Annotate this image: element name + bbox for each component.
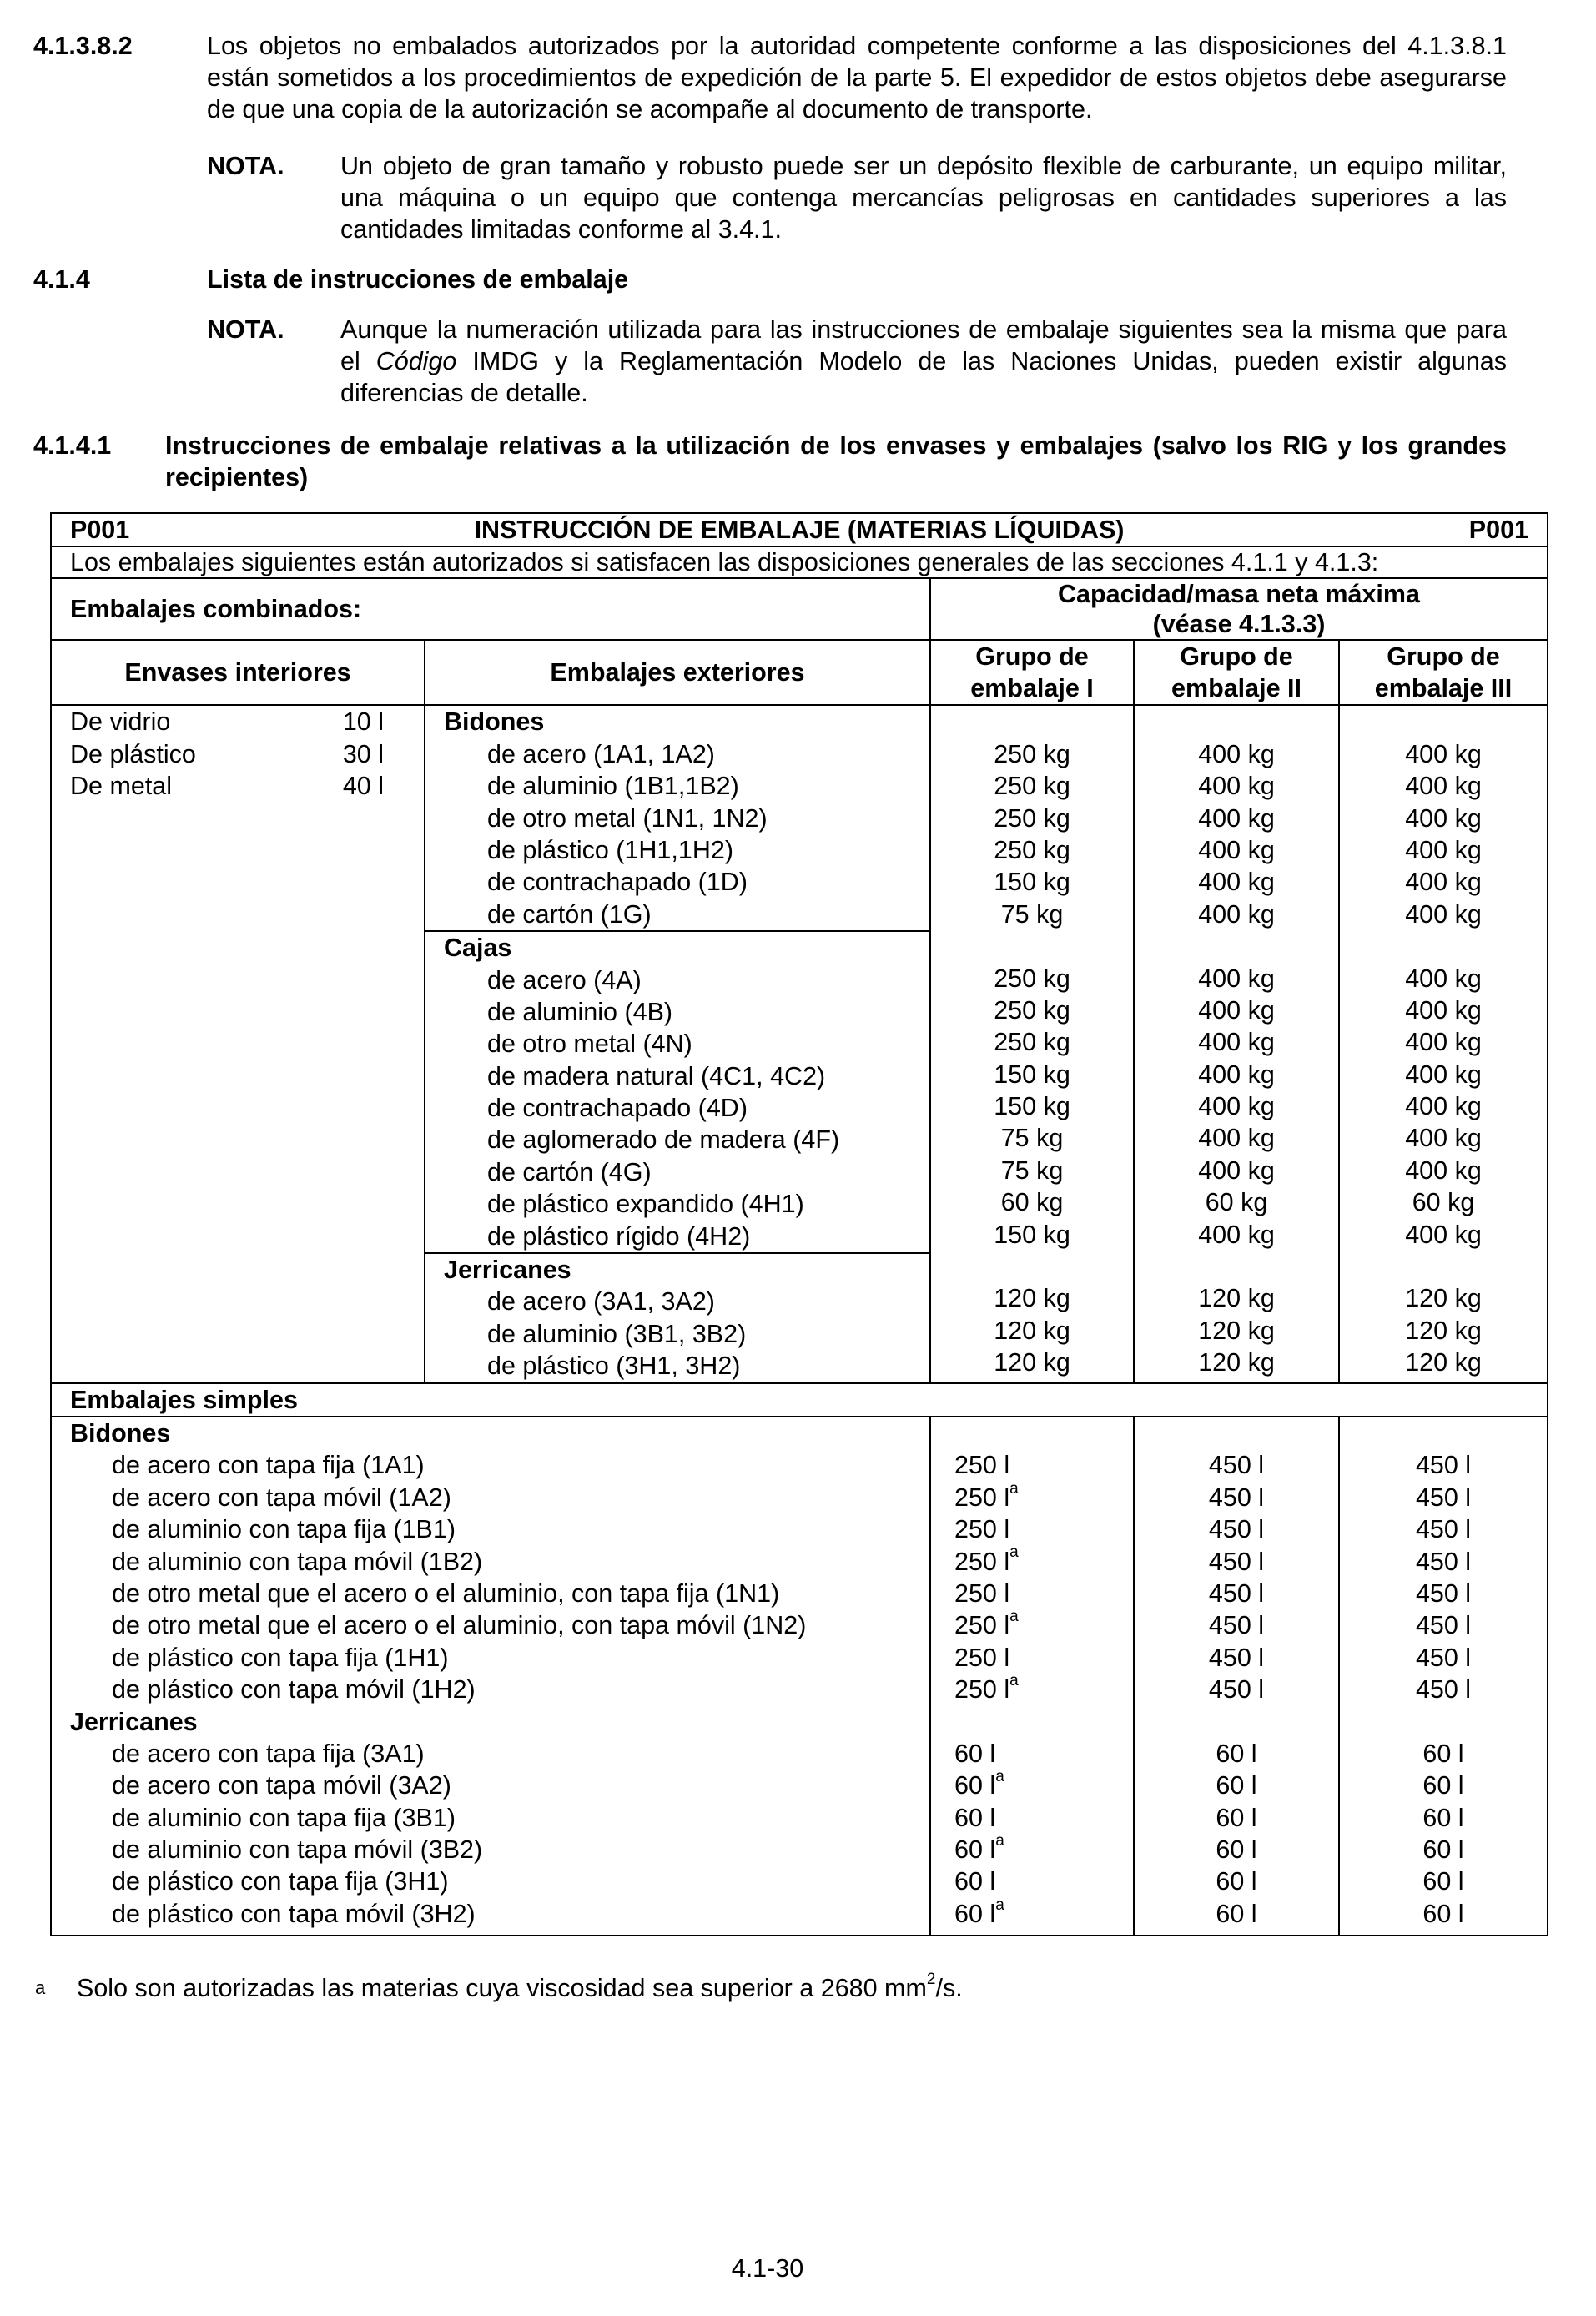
single-pg1-amount: 60 l	[954, 1899, 996, 1928]
blank-line	[1135, 706, 1338, 738]
blank-line	[931, 930, 1133, 962]
pg1-value: 150 kg	[994, 1060, 1070, 1089]
inner-packaging-row	[70, 770, 424, 802]
single-pg3-value: 60 l	[1422, 1899, 1464, 1928]
single-pg1-amount: 250 l	[954, 1483, 1010, 1512]
outer-packaging-item: de aglomerado de madera (4F)	[487, 1125, 840, 1155]
single-pg3-value: 60 l	[1422, 1771, 1464, 1800]
footnote-ref: a	[995, 1768, 1004, 1786]
capacity-header: Capacidad/masa neta máxima	[1058, 580, 1420, 609]
single-category: Jerricanes	[70, 1707, 198, 1736]
pg1-value: 150 kg	[994, 868, 1070, 897]
blank-line	[1340, 1706, 1547, 1738]
section-4141-title: Instrucciones de embalaje relativas a la utilización de los envases y embalajes (salvo los RIG y los grandes recipientes)	[165, 431, 1507, 491]
single-packaging-item: de aluminio con tapa fija (1B1)	[112, 1515, 456, 1544]
single-pg3-value: 450 l	[1415, 1515, 1472, 1544]
note-label: NOTA.	[207, 152, 284, 180]
blank-line	[1340, 1417, 1547, 1449]
pg2-value: 400 kg	[1198, 868, 1275, 897]
single-pg1-value	[954, 1671, 1133, 1705]
note-label-2: NOTA.	[207, 315, 284, 344]
blank-line	[931, 706, 1133, 738]
single-pg1-amount: 250 l	[954, 1515, 1010, 1544]
col-inner-header: Envases interiores	[124, 658, 351, 687]
pg1-header-2: embalaje I	[970, 674, 1094, 703]
single-pg1-amount: 60 l	[954, 1739, 996, 1768]
table-title: INSTRUCCIÓN DE EMBALAJE (MATERIAS LÍQUIDAS)	[474, 516, 1125, 544]
pg1-value: 75 kg	[1000, 1155, 1064, 1185]
single-packaging-item: de plástico con tapa fija (3H1)	[112, 1867, 449, 1896]
pg3-value: 400 kg	[1405, 772, 1482, 801]
pg3-values	[1339, 705, 1548, 1382]
single-pg1-amount: 250 l	[954, 1578, 1010, 1608]
single-pg1-value	[954, 1513, 1133, 1545]
pg1-value: 250 kg	[994, 835, 1070, 864]
single-pg2-value: 450 l	[1208, 1675, 1265, 1704]
pg3-value: 400 kg	[1405, 803, 1482, 833]
pg2-value: 400 kg	[1198, 1028, 1275, 1057]
inner-packaging-capacity: 10 l	[342, 707, 384, 737]
outer-packagings-cell	[425, 705, 930, 1382]
single-packaging-item: de acero con tapa móvil (1A2)	[112, 1483, 451, 1512]
pg2-value: 400 kg	[1198, 1220, 1275, 1249]
single-pg1-value	[954, 1642, 1133, 1674]
single-pg3-value: 450 l	[1415, 1483, 1472, 1512]
pg1-value: 60 kg	[1000, 1188, 1064, 1217]
single-pg2-value: 60 l	[1216, 1835, 1257, 1865]
single-pg1-amount: 60 l	[954, 1771, 996, 1800]
single-packaging-item: de aluminio con tapa móvil (1B2)	[112, 1547, 483, 1576]
pg2-value: 400 kg	[1198, 835, 1275, 864]
pg2-header: Grupo de	[1180, 642, 1293, 672]
single-pg2-value: 450 l	[1208, 1483, 1265, 1512]
single-pg3-value: 450 l	[1415, 1451, 1472, 1480]
single-pg2-value: 450 l	[1208, 1643, 1265, 1672]
pg1-value: 150 kg	[994, 1220, 1070, 1249]
single-pg2-value: 60 l	[1216, 1739, 1257, 1768]
single-pg1-amount: 250 l	[954, 1611, 1010, 1640]
footnote-ref: a	[1009, 1479, 1019, 1498]
single-pg1-value	[954, 1770, 1133, 1801]
single-pg1-amount: 60 l	[954, 1803, 996, 1832]
pg3-value: 400 kg	[1405, 964, 1482, 993]
pg3-value: 400 kg	[1405, 868, 1482, 897]
single-pg1-amount: 250 l	[954, 1547, 1010, 1576]
single-packaging-item: de acero con tapa móvil (3A2)	[112, 1771, 451, 1800]
pg2-value: 400 kg	[1198, 1124, 1275, 1153]
footnote-ref: a	[995, 1831, 1004, 1850]
pg3-value: 400 kg	[1405, 835, 1482, 864]
single-packaging-item: de aluminio con tapa fija (3B1)	[112, 1803, 456, 1832]
single-category: Bidones	[70, 1419, 171, 1448]
pg1-values	[930, 705, 1134, 1382]
footnote-mark: a	[35, 1977, 46, 1998]
single-pg1-value	[954, 1898, 1133, 1930]
inner-packaging-name: De vidrio	[70, 707, 171, 737]
single-pg1-amount: 60 l	[954, 1867, 996, 1896]
pg3-value: 60 kg	[1412, 1188, 1475, 1217]
pg3-header-2: embalaje III	[1374, 674, 1513, 703]
pg2-value: 120 kg	[1198, 1284, 1275, 1313]
pg1-value: 250 kg	[994, 995, 1070, 1025]
single-packagings-cell	[51, 1417, 930, 1936]
pg1-value: 250 kg	[994, 739, 1070, 768]
single-pg3-value: 450 l	[1415, 1611, 1472, 1640]
blank-line	[954, 1706, 1133, 1738]
pg2-value: 120 kg	[1198, 1316, 1275, 1345]
single-pg1-amount: 250 l	[954, 1675, 1010, 1704]
section-number-4141: 4.1.4.1	[33, 431, 112, 460]
blank-line	[1135, 1706, 1338, 1738]
pg2-value: 400 kg	[1198, 899, 1275, 929]
pg3-value: 400 kg	[1405, 1060, 1482, 1089]
single-packaging-item: de acero con tapa fija (3A1)	[112, 1739, 425, 1768]
code-left: P001	[70, 516, 130, 544]
table-intro: Los embalajes siguientes están autorizados si satisfacen las disposiciones generales de las secciones 4.1.1 y 4.1.3:	[70, 548, 1379, 577]
single-pg3-values	[1339, 1417, 1548, 1936]
outer-category: Jerricanes	[425, 1252, 930, 1286]
pg2-value: 400 kg	[1198, 995, 1275, 1025]
footnote-ref: a	[995, 1896, 1004, 1914]
blank-line	[954, 1417, 1133, 1449]
inner-packaging-row	[70, 706, 424, 738]
single-pg2-value: 450 l	[1208, 1578, 1265, 1608]
single-pg1-value	[954, 1479, 1133, 1513]
footnote-ref: a	[1009, 1671, 1019, 1689]
single-pg1-value	[954, 1609, 1133, 1641]
pg2-value: 400 kg	[1198, 772, 1275, 801]
outer-category: Cajas	[425, 930, 930, 964]
pg3-value: 400 kg	[1405, 995, 1482, 1025]
single-pg2-values	[1134, 1417, 1339, 1936]
pg1-value: 120 kg	[994, 1284, 1070, 1313]
pg2-header-2: embalaje II	[1171, 674, 1301, 703]
single-pg2-value: 450 l	[1208, 1451, 1265, 1480]
outer-packaging-item: de plástico (1H1,1H2)	[487, 835, 733, 864]
footnote-text: Solo son autorizadas las materias cuya viscosidad sea superior a 2680 $mm^2/s$.	[77, 1970, 963, 2002]
single-packaging-item: de plástico con tapa fija (1H1)	[112, 1643, 449, 1672]
section-number-414: 4.1.4	[33, 265, 90, 294]
pg3-value: 400 kg	[1405, 1028, 1482, 1057]
blank-line	[1340, 1251, 1547, 1282]
pg1-value: 120 kg	[994, 1348, 1070, 1377]
single-pg3-value: 450 l	[1415, 1578, 1472, 1608]
single-pg1-value	[954, 1449, 1133, 1481]
inner-packaging-capacity: 40 l	[342, 772, 384, 801]
single-pg3-value: 60 l	[1422, 1867, 1464, 1896]
section-number-41382: 4.1.3.8.2	[33, 32, 133, 60]
pg2-value: 400 kg	[1198, 1155, 1275, 1185]
single-pg3-value: 450 l	[1415, 1675, 1472, 1704]
combined-label: Embalajes combinados:	[70, 595, 362, 624]
single-packaging-item: de plástico con tapa móvil (3H2)	[112, 1899, 476, 1928]
outer-packaging-item: de plástico expandido (4H1)	[487, 1190, 804, 1219]
pg2-value: 400 kg	[1198, 739, 1275, 768]
single-pg1-values	[930, 1417, 1134, 1936]
pg1-value: 75 kg	[1000, 1124, 1064, 1153]
single-pg2-value: 60 l	[1216, 1899, 1257, 1928]
outer-packaging-item: de cartón (4G)	[487, 1157, 652, 1186]
outer-packaging-item: de aluminio (4B)	[487, 997, 673, 1026]
note-text-2: Aunque la numeración utilizada para las instrucciones de embalaje siguientes sea la misma que para el Código IMDG y la Reglamentación Modelo de las Naciones Unidas, pueden existir algunas diferencias de detalle.	[340, 315, 1507, 407]
single-pg2-value: 60 l	[1216, 1771, 1257, 1800]
outer-packaging-item: de aluminio (1B1,1B2)	[487, 772, 739, 801]
blank-line	[1340, 706, 1547, 738]
inner-packaging-row	[70, 738, 424, 770]
note-text: Un objeto de gran tamaño y robusto puede ser un depósito flexible de carburante, un equipo militar, una máquina o un equipo que contenga mercancías peligrosas en cantidades superiores a las cantidades limitadas conforme al 3.4.1.	[340, 152, 1507, 244]
single-pg3-value: 450 l	[1415, 1643, 1472, 1672]
single-pg3-value: 450 l	[1415, 1547, 1472, 1576]
outer-category: Bidones	[444, 707, 545, 737]
pg2-value: 400 kg	[1198, 1060, 1275, 1089]
single-pg1-value	[954, 1578, 1133, 1609]
single-packaging-item: de otro metal que el acero o el aluminio, con tapa fija (1N1)	[112, 1578, 780, 1608]
pg2-value: 400 kg	[1198, 803, 1275, 833]
pg1-header: Grupo de	[975, 642, 1089, 672]
single-pg2-value: 60 l	[1216, 1867, 1257, 1896]
pg1-value: 120 kg	[994, 1316, 1070, 1345]
pg2-value: 400 kg	[1198, 964, 1275, 993]
section-41382-text: Los objetos no embalados autorizados por la autoridad competente conforme a las disposiciones del 4.1.3.8.1 están sometidos a los procedimientos de expedición de la parte 5. El expedidor de estos objetos debe asegurarse de que una copia de la autorización se acompañe al documento de transporte.	[207, 32, 1507, 123]
pg1-value: 250 kg	[994, 772, 1070, 801]
outer-packaging-item: de cartón (1G)	[487, 899, 652, 929]
pg3-value: 400 kg	[1405, 1124, 1482, 1153]
single-pg1-amount: 250 l	[954, 1451, 1010, 1480]
capacity-ref: (véase 4.1.3.3)	[1152, 610, 1326, 639]
pg1-value: 250 kg	[994, 803, 1070, 833]
single-pg1-value	[954, 1865, 1133, 1897]
single-pg1-value	[954, 1831, 1133, 1865]
blank-line	[931, 1251, 1133, 1282]
pg3-value: 400 kg	[1405, 1092, 1482, 1121]
pg2-value: 120 kg	[1198, 1348, 1275, 1377]
single-pg1-value	[954, 1738, 1133, 1770]
footnote-ref: a	[1009, 1608, 1019, 1626]
blank-line	[1135, 1417, 1338, 1449]
pg2-value: 60 kg	[1205, 1188, 1268, 1217]
pg2-values	[1134, 705, 1339, 1382]
single-pg1-value	[954, 1543, 1133, 1578]
section-414-title: Lista de instrucciones de embalaje	[207, 265, 629, 294]
single-pg1-amount: 60 l	[954, 1835, 996, 1865]
pg3-value: 400 kg	[1405, 1220, 1482, 1249]
col-outer-header: Embalajes exteriores	[550, 658, 805, 687]
blank-line	[1135, 930, 1338, 962]
single-pg2-value: 450 l	[1208, 1611, 1265, 1640]
single-pg3-value: 60 l	[1422, 1803, 1464, 1832]
pg2-value: 400 kg	[1198, 1092, 1275, 1121]
code-right: P001	[1468, 516, 1529, 544]
pg1-value: 250 kg	[994, 1028, 1070, 1057]
single-pg2-value: 60 l	[1216, 1803, 1257, 1832]
outer-packaging-item: de acero (1A1, 1A2)	[487, 739, 715, 768]
outer-packaging-item: de otro metal (1N1, 1N2)	[487, 803, 768, 833]
single-packaging-item: de acero con tapa fija (1A1)	[112, 1451, 425, 1480]
outer-packaging-item: de acero (3A1, 3A2)	[487, 1287, 715, 1317]
outer-packaging-item: de acero (4A)	[487, 965, 642, 994]
inner-packaging-name: De metal	[70, 772, 173, 801]
pg1-value: 150 kg	[994, 1092, 1070, 1121]
inner-packaging-name: De plástico	[70, 739, 196, 768]
single-pg2-value: 450 l	[1208, 1515, 1265, 1544]
single-pg3-value: 60 l	[1422, 1835, 1464, 1865]
pg3-header: Grupo de	[1387, 642, 1500, 672]
single-pg3-value: 60 l	[1422, 1739, 1464, 1768]
single-packaging-item: de plástico con tapa móvil (1H2)	[112, 1675, 476, 1704]
outer-packaging-item: de contrachapado (4D)	[487, 1094, 748, 1123]
outer-packaging-item: de otro metal (4N)	[487, 1030, 692, 1059]
pg3-value: 120 kg	[1405, 1284, 1482, 1313]
single-packaging-item: de otro metal que el acero o el aluminio, con tapa móvil (1N2)	[112, 1611, 807, 1640]
single-packaging-item: de aluminio con tapa móvil (3B2)	[112, 1835, 483, 1865]
pg3-value: 400 kg	[1405, 1155, 1482, 1185]
packing-instruction-table	[50, 512, 1548, 1936]
page-number: 4.1-30	[731, 2254, 804, 2283]
single-pg1-amount: 250 l	[954, 1643, 1010, 1672]
inner-packagings-cell	[51, 705, 425, 1382]
pg3-value: 120 kg	[1405, 1316, 1482, 1345]
outer-packaging-item: de plástico rígido (4H2)	[487, 1221, 751, 1251]
pg3-value: 120 kg	[1405, 1348, 1482, 1377]
pg3-value: 400 kg	[1405, 899, 1482, 929]
outer-packaging-item: de aluminio (3B1, 3B2)	[487, 1319, 747, 1348]
single-pg1-value	[954, 1802, 1133, 1834]
pg3-value: 400 kg	[1405, 739, 1482, 768]
outer-packaging-item: de madera natural (4C1, 4C2)	[487, 1061, 826, 1090]
inner-packaging-capacity: 30 l	[342, 739, 384, 768]
outer-packaging-item: de plástico (3H1, 3H2)	[487, 1352, 741, 1381]
single-pg2-value: 450 l	[1208, 1547, 1265, 1576]
single-label: Embalajes simples	[70, 1385, 298, 1414]
blank-line	[1340, 930, 1547, 962]
blank-line	[1135, 1251, 1338, 1282]
pg1-value: 75 kg	[1000, 899, 1064, 929]
pg1-value: 250 kg	[994, 964, 1070, 993]
outer-packaging-item: de contrachapado (1D)	[487, 868, 748, 897]
footnote-ref: a	[1009, 1543, 1019, 1562]
